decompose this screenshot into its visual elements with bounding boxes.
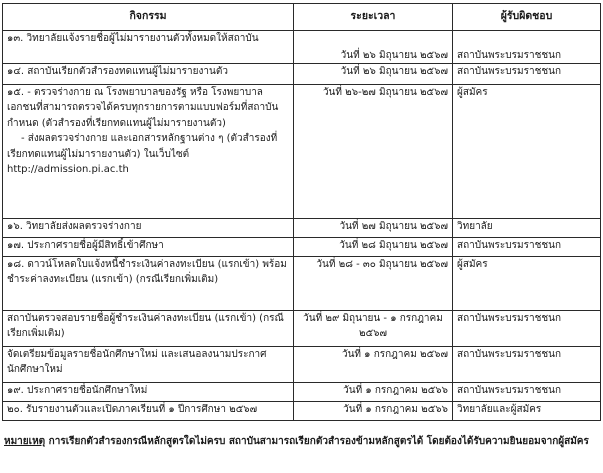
period-cell: วันที่ ๒๖ มิถุนายน ๒๕๖๗ [294,64,453,85]
table-row [3,347,601,383]
activity-cell [3,85,294,219]
schedule-table [2,3,601,421]
admission-url: http://admission.pi.ac.th [7,164,129,176]
activity-cell: ๑๘. ดาวน์โหลดใบแจ้งหนี้ชำระเงินค่าลงทะเบียน (แรกเข้า) พร้อมชำระค่าลงทะเบียน (แรกเข้า) (กรณีเรียกเพิ่มเติม) [3,257,294,311]
table-row [3,64,601,85]
responsible-cell: ผู้สมัคร [453,85,601,219]
table-header-row [3,4,601,31]
responsible-cell: สถาบันพระบรมราชชนก [453,311,601,347]
responsible-cell: วิทยาลัยและผู้สมัคร [453,402,601,421]
activity-sub-text: - ส่งผลตรวจร่างกาย และเอกสารหลักฐานต่าง ๆ (ตัวสำรองที่เรียกทดแทนผู้ไม่มารายงานตัว) ในเว็บไซต์ [7,133,278,160]
responsible-cell: สถาบันพระบรมราชชนก [453,238,601,257]
activity-cell: ๑๗. ประกาศรายชื่อผู้มีสิทธิ์เข้าศึกษา [3,238,294,257]
table-row [3,238,601,257]
period-cell: วันที่ ๑ กรกฎาคม ๒๕๖๗ [294,347,453,383]
period-cell: วันที่ ๑ กรกฎาคม ๒๕๖๖ [294,402,453,421]
header-responsible: ผู้รับผิดชอบ [453,4,601,31]
period-cell: วันที่ ๒๘ - ๓๐ มิถุนายน ๒๕๖๗ [294,257,453,311]
header-period: ระยะเวลา [294,4,453,31]
table-row [3,257,601,311]
period-cell: วันที่ ๑ กรกฎาคม ๒๕๖๖ [294,383,453,402]
period-cell: วันที่ ๒๗ มิถุนายน ๒๕๖๗ [294,219,453,238]
remark-note [4,434,600,450]
responsible-cell: สถาบันพระบรมราชชนก [453,347,601,383]
table-row [3,402,601,421]
table-row [3,31,601,64]
table-row [3,311,601,347]
period-cell: วันที่ ๒๙ มิถุนายน - ๑ กรกฎาคม ๒๕๖๗ [294,311,453,347]
table-row [3,85,601,219]
activity-cell: ๑๓. วิทยาลัยแจ้งรายชื่อผู้ไม่มารายงานตัวทั้งหมดให้สถาบัน [3,31,294,64]
activity-cell: สถาบันตรวจสอบรายชื่อผู้ชำระเงินค่าลงทะเบียน (แรกเข้า) (กรณีเรียกเพิ่มเติม) [3,311,294,347]
responsible-cell: ผู้สมัคร [453,257,601,311]
remark-text: การเรียกตัวสำรองกรณีหลักสูตรใดไม่ครบ สถาบันสามารถเรียกตัวสำรองข้ามหลักสูตรได้ โดยต้องได้รับความยินยอมจากผู้สมัคร [48,436,589,447]
responsible-cell: สถาบันพระบรมราชชนก [453,383,601,402]
activity-main-text: ๑๕. - ตรวจร่างกาย ณ โรงพยาบาลของรัฐ หรือ โรงพยาบาลเอกชนที่สามารถตรวจได้ครบทุกรายการตามแบบฟอร์มที่สถาบันกำหนด (ตัวสำรองที่เรียกทดแทนผู้ไม่มารายงานตัว) [7,87,279,129]
responsible-cell: สถาบันพระบรมราชชนก [453,64,601,85]
activity-cell: จัดเตรียมข้อมูลรายชื่อนักศึกษาใหม่ และเสนอลงนามประกาศนักศึกษาใหม่ [3,347,294,383]
period-cell: วันที่ ๒๘ มิถุนายน ๒๕๖๗ [294,238,453,257]
responsible-cell: วิทยาลัย [453,219,601,238]
table-row [3,219,601,238]
period-cell: วันที่ ๒๖-๒๗ มิถุนายน ๒๕๖๗ [294,85,453,219]
activity-cell: ๑๙. ประกาศรายชื่อนักศึกษาใหม่ [3,383,294,402]
period-cell: วันที่ ๒๖ มิถุนายน ๒๕๖๗ [294,31,453,64]
table-row [3,383,601,402]
activity-cell: ๒๐. รับรายงานตัวและเปิดภาคเรียนที่ ๑ ปีการศึกษา ๒๕๖๗ [3,402,294,421]
responsible-cell: สถาบันพระบรมราชชนก [453,31,601,64]
activity-cell: ๑๖. วิทยาลัยส่งผลตรวจร่างกาย [3,219,294,238]
header-activity: กิจกรรม [3,4,294,31]
remark-label: หมายเหตุ [4,436,46,447]
activity-cell: ๑๔. สถาบันเรียกตัวสำรองทดแทนผู้ไม่มารายงานตัว [3,64,294,85]
